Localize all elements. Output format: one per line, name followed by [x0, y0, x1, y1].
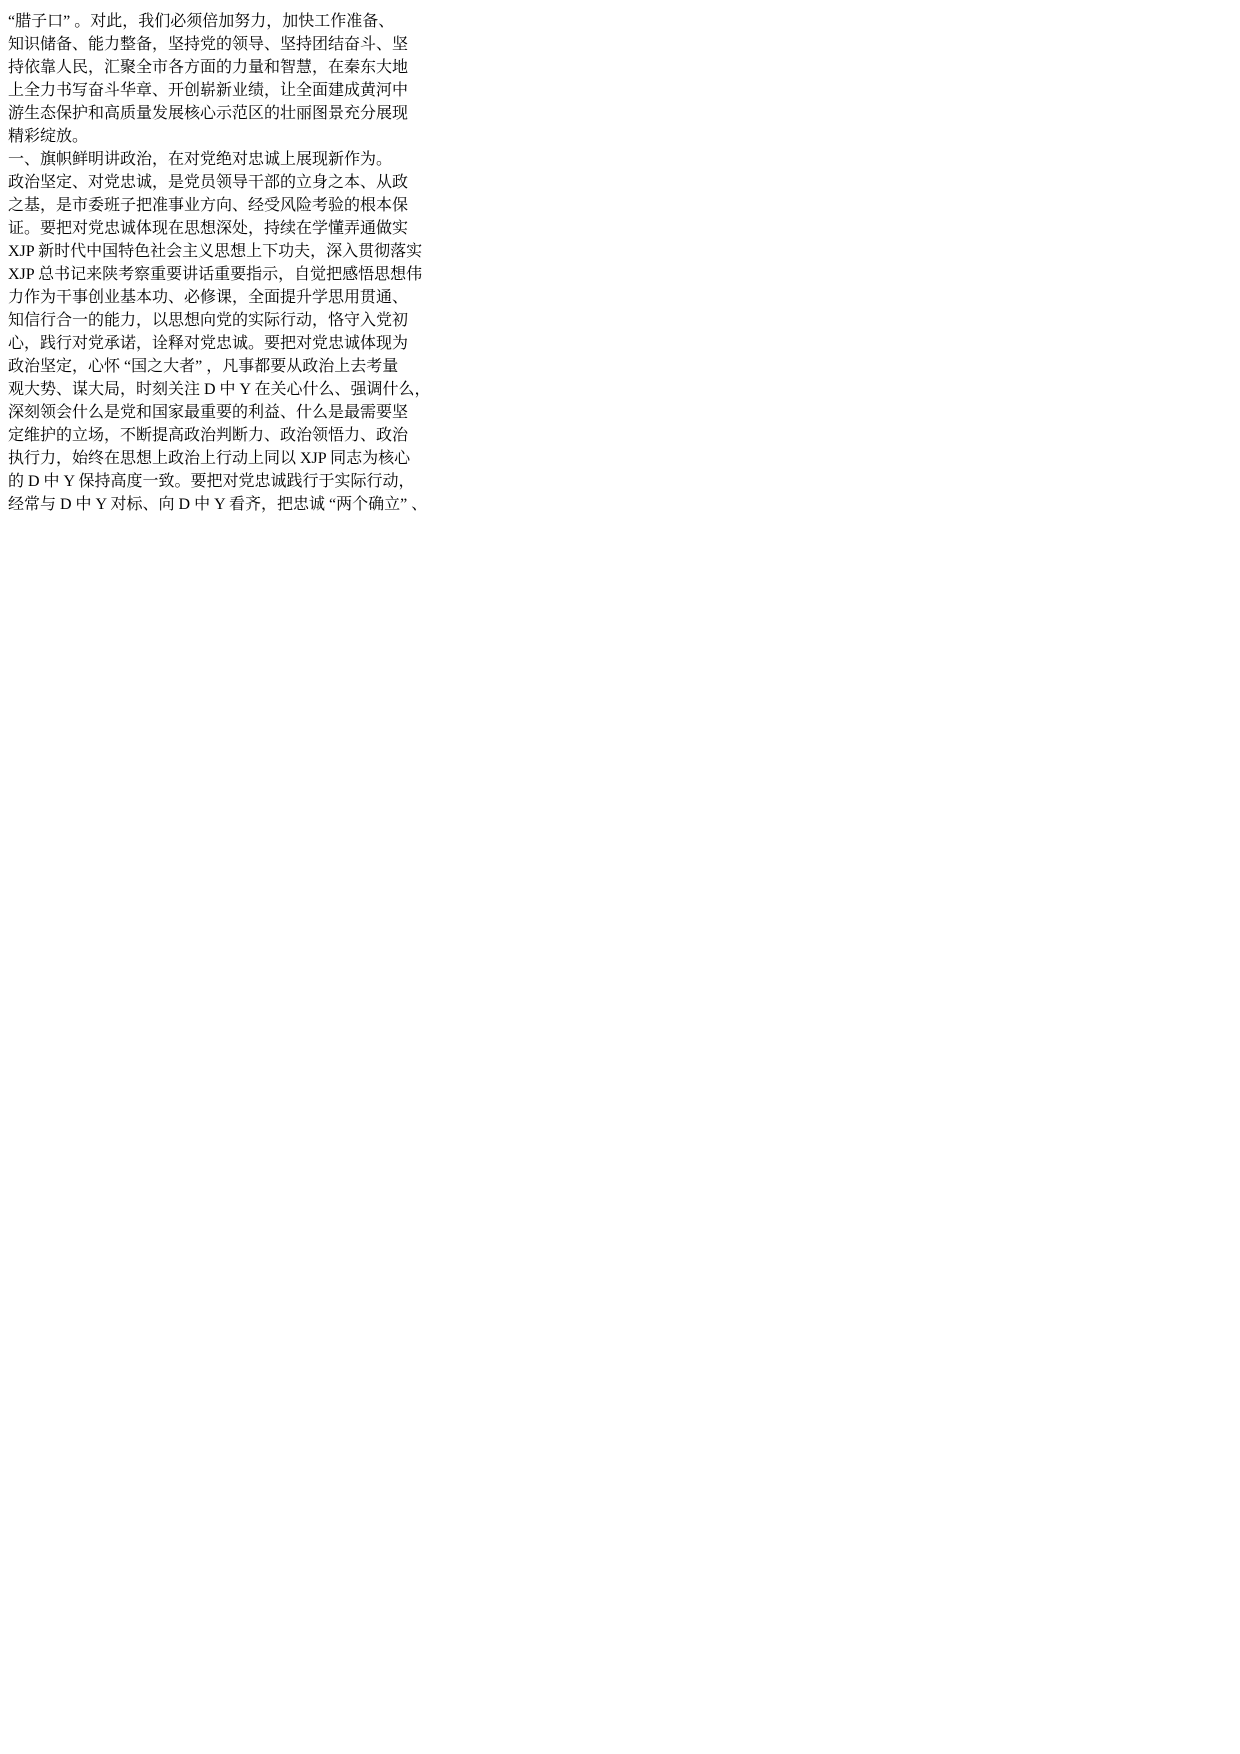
text-line: 上全力书写奋斗华章、开创崭新业绩，让全面建成黄河中	[8, 82, 409, 99]
text-line: 执行力，始终在思想上政治上行动上同以 XJP 同志为核心	[8, 450, 411, 467]
text-line: 精彩绽放。	[8, 128, 89, 145]
text-line: 知识储备、能力整备，坚持党的领导、坚持团结奋斗、坚	[8, 36, 409, 53]
text-line: XJP 新时代中国特色社会主义思想上下功夫，深入贯彻落实	[8, 243, 423, 260]
document-page	[8, 8, 1232, 514]
text-line: 力作为干事创业基本功、必修课，全面提升学思用贯通、	[8, 289, 409, 306]
text-line: 政治坚定、对党忠诚，是党员领导干部的立身之本、从政	[8, 174, 409, 191]
text-line: 的 D 中 Y 保持高度一致。要把对党忠诚践行于实际行动，	[8, 473, 415, 490]
text-line: XJP 总书记来陕考察重要讲话重要指示，自觉把感悟思想伟	[8, 266, 423, 283]
text-line: 观大势、谋大局，时刻关注 D 中 Y 在关心什么、强调什么，	[8, 381, 431, 398]
text-line: 定维护的立场，不断提高政治判断力、政治领悟力、政治	[8, 427, 409, 444]
text-line: 经常与 D 中 Y 对标、向 D 中 Y 看齐，把忠诚 “两个确立” 、	[8, 496, 428, 513]
text-line: 政治坚定，心怀 “国之大者” ，凡事都要从政治上去考量	[8, 358, 399, 375]
text-line: 心，践行对党承诺，诠释对党忠诚。要把对党忠诚体现为	[8, 335, 409, 352]
text-line: 持依靠人民，汇聚全市各方面的力量和智慧，在秦东大地	[8, 59, 409, 76]
text-line: 之基，是市委班子把准事业方向、经受风险考验的根本保	[8, 197, 409, 214]
text-line: 游生态保护和高质量发展核心示范区的壮丽图景充分展现	[8, 105, 409, 122]
text-line: “腊子口” 。对此，我们必须倍加努力，加快工作准备、	[8, 13, 395, 30]
text-line: 知信行合一的能力，以思想向党的实际行动，恪守入党初	[8, 312, 409, 329]
text-line: 证。要把对党忠诚体现在思想深处，持续在学懂弄通做实	[8, 220, 409, 237]
document-body	[8, 8, 1232, 514]
text-line: 深刻领会什么是党和国家最重要的利益、什么是最需要坚	[8, 404, 409, 421]
section-heading: 一、旗帜鲜明讲政治，在对党绝对忠诚上展现新作为。	[8, 151, 393, 168]
